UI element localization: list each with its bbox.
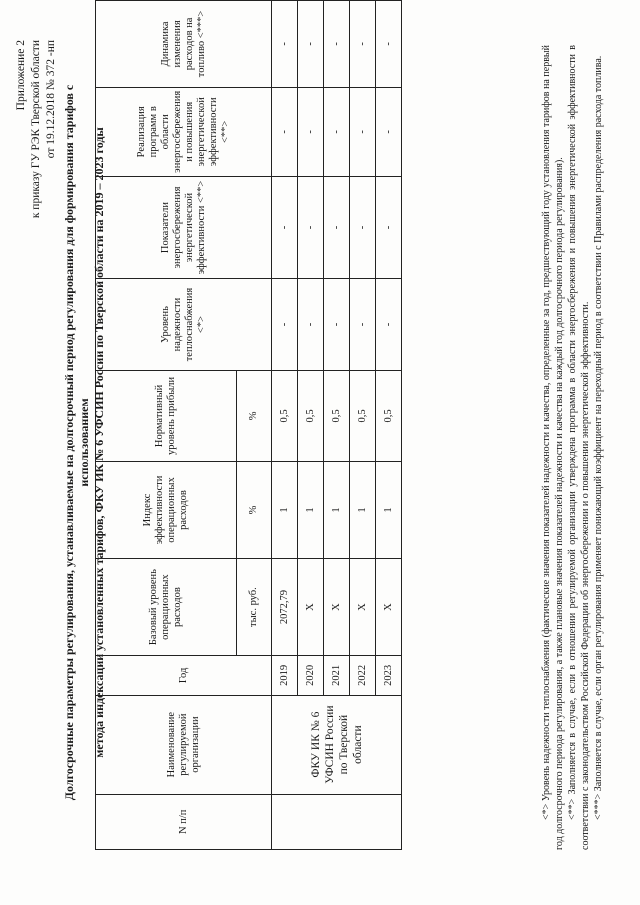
- header-year: Год: [96, 656, 272, 696]
- cell-num: [272, 794, 402, 849]
- header-index: Индекс эффективности операционных расходов: [96, 461, 237, 558]
- table-row: [272, 1, 298, 850]
- cell-energy: -: [350, 176, 376, 278]
- cell-index: 1: [324, 461, 350, 558]
- title-line-2: метода индексации установленных тарифов, ФКУ ИК № 6 УФСИН России по Тверской области на 2019 – 2023 годы: [92, 127, 106, 758]
- header-energy: Показатели энергосбережения энергетической эффективности <**>: [96, 176, 272, 278]
- footnote-3: <***> Заполняется в случае, если орган регулирования применяет понижающий коэффициент на переходный период в соответствии с Правилами распределения расхода топлива.: [593, 55, 604, 820]
- cell-program: -: [272, 87, 298, 176]
- cell-year: 2021: [324, 656, 350, 696]
- cell-reliability: -: [272, 279, 298, 371]
- cell-program: -: [324, 87, 350, 176]
- cell-energy: -: [376, 176, 402, 278]
- cell-profit: 0,5: [298, 370, 324, 461]
- header-profit: Нормативный уровень прибыли: [96, 370, 237, 461]
- cell-base: Х: [376, 559, 402, 656]
- cell-year: 2022: [350, 656, 376, 696]
- cell-year: 2020: [298, 656, 324, 696]
- cell-profit: 0,5: [376, 370, 402, 461]
- cell-base: 2072,79: [272, 559, 298, 656]
- cell-energy: -: [298, 176, 324, 278]
- appendix-line-1: Приложение 2: [15, 40, 27, 111]
- cell-program: -: [376, 87, 402, 176]
- header-org: Наименование регулируемой организации: [96, 695, 272, 794]
- cell-profit: 0,5: [272, 370, 298, 461]
- cell-fuel: -: [272, 1, 298, 88]
- footnote-2: <**> Заполняется в случае, если в отношении регулируемой организации утверждена программа в области энергосбережения и повышения энергетической эффективности в соответствии с законодательством Российской Федерации об энергосбережении и о повышении энергетической эффективности.: [567, 45, 591, 850]
- cell-reliability: -: [376, 279, 402, 371]
- unit-base: тыс. руб.: [237, 559, 272, 656]
- cell-profit: 0,5: [324, 370, 350, 461]
- cell-reliability: -: [350, 279, 376, 371]
- title-line-1: Долгосрочные параметры регулирования, устанавливаемые на долгосрочный период регулирования для формирования тарифов с использованием: [62, 84, 91, 801]
- cell-reliability: -: [324, 279, 350, 371]
- cell-org-name: ФКУ ИК № 6 УФСИН России по Тверской области: [272, 695, 402, 794]
- cell-base: Х: [324, 559, 350, 656]
- cell-year: 2019: [272, 656, 298, 696]
- cell-program: -: [298, 87, 324, 176]
- parameters-table: [95, 0, 402, 850]
- cell-program: -: [350, 87, 376, 176]
- unit-index: %: [237, 461, 272, 558]
- cell-index: 1: [376, 461, 402, 558]
- cell-profit: 0,5: [350, 370, 376, 461]
- cell-year: 2023: [376, 656, 402, 696]
- unit-profit: %: [237, 370, 272, 461]
- header-reliability: Уровень надежности теплоснабжения <*>: [96, 279, 272, 371]
- header-base: Базовый уровень операционных расходов: [96, 559, 237, 656]
- cell-energy: -: [272, 176, 298, 278]
- header-fuel: Динамика изменения расходов на топливо <***>: [96, 1, 272, 88]
- appendix-line-2: к приказу ГУ РЭК Тверской области: [30, 40, 42, 219]
- cell-fuel: -: [324, 1, 350, 88]
- cell-fuel: -: [376, 1, 402, 88]
- header-num: N п/п: [96, 794, 272, 849]
- cell-index: 1: [350, 461, 376, 558]
- cell-reliability: -: [298, 279, 324, 371]
- cell-base: Х: [350, 559, 376, 656]
- footnote-1: <*> Уровень надежности теплоснабжения (фактические значения показателей надежности и качества, определенные за год, предшествующий году установления тарифов на первый год долгосрочного периода регулирования, а также плановые значения показателей надежности и качества на каждый год долгосрочного периода регулирования).: [541, 45, 565, 850]
- cell-fuel: -: [298, 1, 324, 88]
- cell-index: 1: [272, 461, 298, 558]
- table-header-row: [96, 1, 237, 850]
- appendix-header: [14, 40, 59, 218]
- cell-fuel: -: [350, 1, 376, 88]
- appendix-line-3: от 19.12.2018 № 372 -нп: [45, 40, 57, 159]
- cell-base: Х: [298, 559, 324, 656]
- footnotes: [540, 45, 605, 850]
- header-program: Реализация программ в области энергосбережения и повышения энергетической эффективности <**>: [96, 87, 272, 176]
- cell-index: 1: [298, 461, 324, 558]
- cell-energy: -: [324, 176, 350, 278]
